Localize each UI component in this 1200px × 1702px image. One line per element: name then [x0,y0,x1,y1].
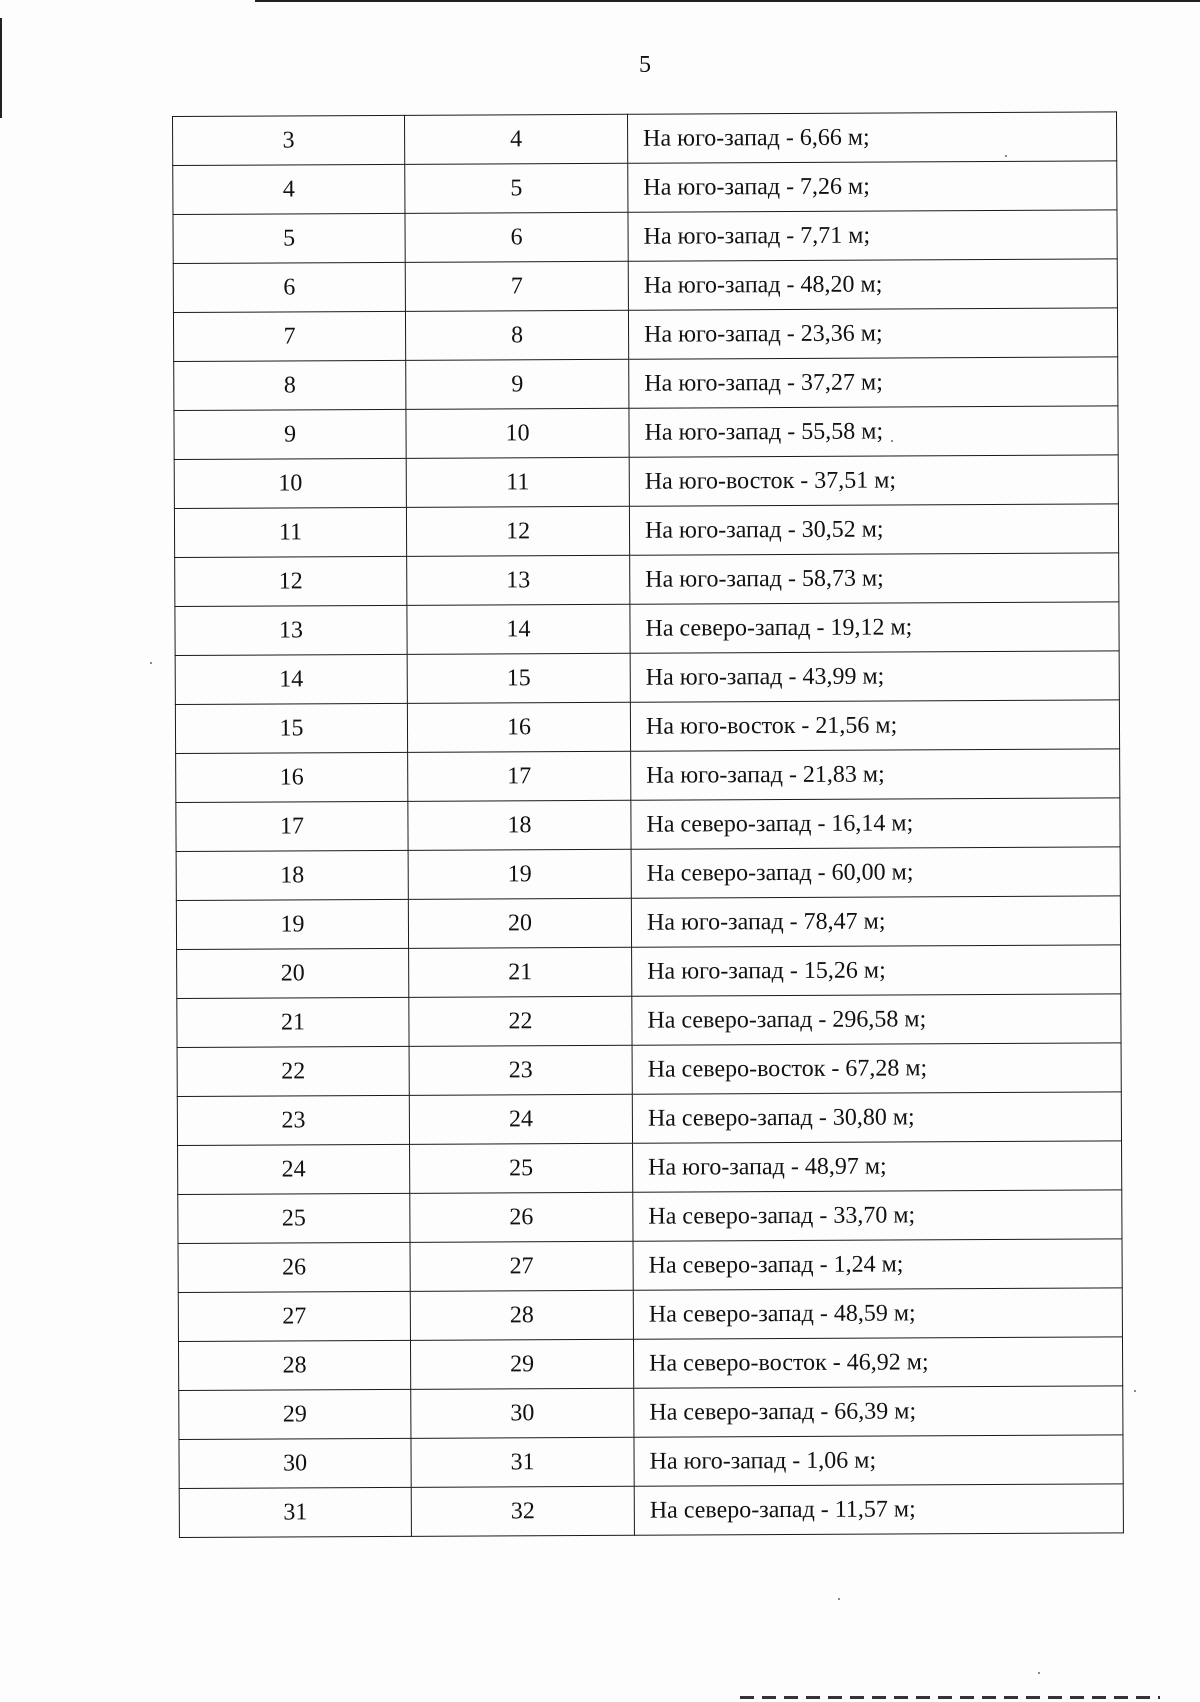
table-row [177,1043,1121,1097]
point-from-cell: 16 [176,752,408,802]
table-row [179,1386,1123,1440]
point-to-cell: 19 [408,849,631,899]
point-to-cell: 28 [410,1290,633,1340]
direction-distance-cell: На северо-запад - 16,14 м; [631,798,1120,849]
table-row [175,602,1119,656]
direction-distance-cell: На юго-запад - 30,52 м; [629,504,1118,555]
point-to-cell: 26 [410,1192,633,1242]
point-to-cell: 23 [409,1045,632,1095]
table-row [175,553,1119,607]
direction-distance-cell: На юго-запад - 1,06 м; [634,1435,1123,1486]
point-from-cell: 24 [178,1144,410,1194]
point-from-cell: 28 [178,1340,410,1390]
point-to-cell: 17 [408,751,631,801]
table-row [174,504,1118,558]
point-from-cell: 11 [174,507,406,557]
point-to-cell: 18 [408,800,631,850]
point-from-cell: 8 [174,360,406,410]
table-row [176,847,1120,901]
point-to-cell: 24 [409,1094,632,1144]
table-row [173,161,1117,215]
direction-distance-cell: На северо-запад - 66,39 м; [634,1386,1123,1437]
point-to-cell: 15 [407,653,630,703]
scan-speck [891,440,893,442]
scan-speck [150,662,152,664]
direction-distance-cell: На юго-запад - 23,36 м; [628,308,1117,359]
point-from-cell: 30 [179,1438,411,1488]
scan-speck [1038,1672,1040,1674]
point-from-cell: 21 [177,997,409,1047]
direction-distance-cell: На юго-запад - 37,27 м; [629,357,1118,408]
direction-distance-cell: На юго-восток - 37,51 м; [629,455,1118,506]
page-number: 5 [639,52,651,78]
table-row [179,1435,1123,1489]
direction-distance-cell: На юго-запад - 58,73 м; [630,553,1119,604]
point-from-cell: 14 [175,654,407,704]
point-from-cell: 9 [174,409,406,459]
point-to-cell: 7 [405,261,628,311]
boundary-table [172,111,1124,1538]
scan-speck [1005,155,1007,157]
direction-distance-cell: На юго-запад - 48,20 м; [628,259,1117,310]
direction-distance-cell: На северо-восток - 67,28 м; [632,1043,1121,1094]
point-to-cell: 27 [410,1241,633,1291]
scan-speck [838,1598,840,1600]
point-from-cell: 20 [177,948,409,998]
point-to-cell: 32 [411,1486,634,1536]
direction-distance-cell: На юго-запад - 78,47 м; [631,896,1120,947]
scan-edge-bottom [740,1696,1160,1699]
point-from-cell: 29 [179,1389,411,1439]
table-row [176,749,1120,803]
direction-distance-cell: На юго-запад - 43,99 м; [630,651,1119,702]
point-to-cell: 22 [409,996,632,1046]
point-to-cell: 8 [405,310,628,360]
direction-distance-cell: На северо-восток - 46,92 м; [633,1337,1122,1388]
point-from-cell: 27 [178,1291,410,1341]
direction-distance-cell: На юго-запад - 55,58 м; [629,406,1118,457]
point-to-cell: 21 [409,947,632,997]
point-from-cell: 7 [173,311,405,361]
direction-distance-cell: На юго-запад - 7,26 м; [628,161,1117,212]
point-to-cell: 5 [405,163,628,213]
point-from-cell: 15 [175,703,407,753]
point-from-cell: 22 [177,1046,409,1096]
point-to-cell: 4 [404,114,627,164]
scan-speck [1134,1390,1136,1392]
point-from-cell: 19 [176,899,408,949]
point-to-cell: 30 [411,1388,634,1438]
direction-distance-cell: На северо-запад - 296,58 м; [632,994,1121,1045]
table-row [179,1484,1123,1538]
point-from-cell: 31 [179,1487,411,1537]
direction-distance-cell: На юго-запад - 21,83 м; [631,749,1120,800]
point-from-cell: 5 [173,213,405,263]
table-row [178,1141,1122,1195]
direction-distance-cell: На юго-запад - 7,71 м; [628,210,1117,261]
table-row [174,406,1118,460]
table-row [177,994,1121,1048]
point-from-cell: 25 [178,1193,410,1243]
direction-distance-cell: На юго-запад - 15,26 м; [632,945,1121,996]
point-to-cell: 9 [406,359,629,409]
direction-distance-cell: На северо-запад - 19,12 м; [630,602,1119,653]
scan-edge-top [255,0,1200,2]
table-row [176,798,1120,852]
table-row [177,945,1121,999]
point-from-cell: 13 [175,605,407,655]
point-to-cell: 31 [411,1437,634,1487]
point-from-cell: 3 [173,115,405,165]
point-to-cell: 10 [406,408,629,458]
point-from-cell: 23 [177,1095,409,1145]
point-to-cell: 6 [405,212,628,262]
point-from-cell: 4 [173,164,405,214]
direction-distance-cell: На северо-запад - 33,70 м; [633,1190,1122,1241]
direction-distance-cell: На юго-восток - 21,56 м; [630,700,1119,751]
direction-distance-cell: На северо-запад - 11,57 м; [634,1484,1123,1535]
point-to-cell: 25 [410,1143,633,1193]
table-row [177,1092,1121,1146]
table-row [173,210,1117,264]
point-to-cell: 12 [406,506,629,556]
boundary-table-body [173,112,1124,1538]
point-to-cell: 11 [406,457,629,507]
point-from-cell: 26 [178,1242,410,1292]
point-from-cell: 18 [176,850,408,900]
table-row [178,1239,1122,1293]
point-to-cell: 29 [410,1339,633,1389]
table-row [174,357,1118,411]
point-from-cell: 10 [174,458,406,508]
point-to-cell: 16 [407,702,630,752]
table-row [173,259,1117,313]
direction-distance-cell: На северо-запад - 48,59 м; [633,1288,1122,1339]
table-row [173,112,1117,166]
table-row [175,651,1119,705]
direction-distance-cell: На юго-запад - 6,66 м; [627,112,1116,163]
point-from-cell: 12 [175,556,407,606]
point-to-cell: 13 [407,555,630,605]
point-to-cell: 20 [408,898,631,948]
point-from-cell: 6 [173,262,405,312]
table-row [175,700,1119,754]
direction-distance-cell: На северо-запад - 60,00 м; [631,847,1120,898]
point-from-cell: 17 [176,801,408,851]
table-row [178,1288,1122,1342]
direction-distance-cell: На северо-запад - 30,80 м; [632,1092,1121,1143]
table-row [174,455,1118,509]
direction-distance-cell: На юго-запад - 48,97 м; [633,1141,1122,1192]
direction-distance-cell: На северо-запад - 1,24 м; [633,1239,1122,1290]
table-row [178,1337,1122,1391]
table-row [173,308,1117,362]
point-to-cell: 14 [407,604,630,654]
table-row [178,1190,1122,1244]
table-row [176,896,1120,950]
